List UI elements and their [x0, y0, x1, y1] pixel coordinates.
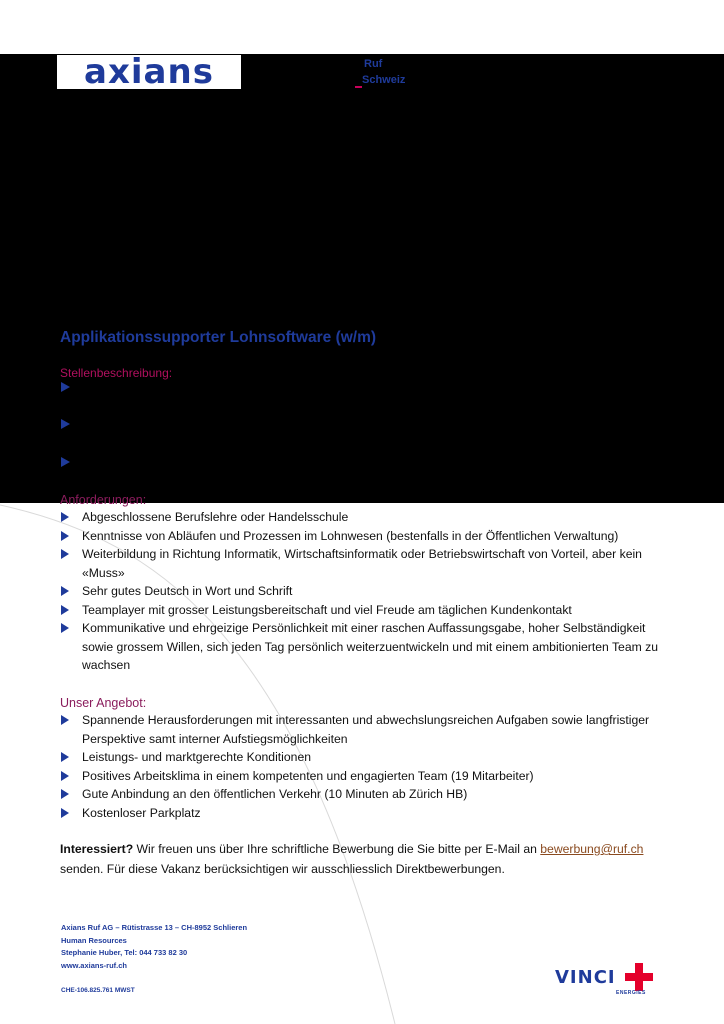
list-item: Spannende Herausforderungen mit interessanten und abwechslungsreichen Aufgaben sowie langfristiger Perspektive samt interner Aufstiegsmöglichkeiten: [60, 711, 660, 748]
footer-website[interactable]: www.axians-ruf.ch: [61, 960, 127, 970]
requirements-list: [60, 508, 660, 675]
requirements-heading: Anforderungen:: [60, 493, 147, 507]
bullet-arrow-icon: [61, 586, 69, 596]
list-item: Teamplayer mit grosser Leistungsbereitschaft und viel Freude am täglichen Kundenkontakt: [60, 601, 660, 620]
footer-address-block: [61, 922, 247, 972]
bullet-arrow-icon: [61, 623, 69, 633]
accent-dash: [355, 86, 362, 88]
bullet-arrow-icon: [61, 808, 69, 818]
footer-department: Human Resources: [61, 935, 127, 945]
bullet-arrow-icon: [61, 382, 70, 392]
bullet-arrow-icon: [61, 771, 69, 781]
vinci-energies-label: ENERGIES: [616, 990, 646, 996]
offer-list: [60, 711, 660, 822]
ruf-label: Ruf: [364, 58, 383, 70]
footer-address: Axians Ruf AG – Rütistrasse 13 – CH-8952 Schlieren: [61, 923, 248, 932]
bullet-arrow-icon: [61, 531, 69, 541]
vinci-cross-icon: [625, 963, 655, 993]
list-item: Kostenloser Parkplatz: [60, 804, 660, 823]
list-item: Kommunikative und ehrgeizige Persönlichkeit mit einer raschen Auffassungsgabe, hoher Selbständigkeit sowie grossem Willen, sich jeden Tag persönlich weiterzuentwickeln und mit einem ambitionierten Team zu wachsen: [60, 619, 660, 675]
list-item: Gute Anbindung an den öffentlichen Verkehr (10 Minuten ab Zürich HB): [60, 785, 660, 804]
list-item: Kenntnisse von Abläufen und Prozessen im Lohnwesen (bestenfalls in der Öffentlichen Verwaltung): [60, 527, 660, 546]
schweiz-label: Schweiz: [362, 74, 406, 86]
footer-vat: CHE-106.825.761 MWST: [61, 987, 135, 994]
list-item: Positives Arbeitsklima in einem kompetenten und engagierten Team (19 Mitarbeiter): [60, 767, 660, 786]
bullet-arrow-icon: [61, 512, 69, 522]
bullet-arrow-icon: [61, 549, 69, 559]
list-item: Abgeschlossene Berufslehre oder Handelsschule: [60, 508, 660, 527]
bullet-arrow-icon: [61, 715, 69, 725]
axians-logo-text: axians: [84, 52, 214, 92]
axians-logo: [57, 52, 241, 92]
bullet-arrow-icon: [61, 789, 69, 799]
list-item: Weiterbildung in Richtung Informatik, Wirtschaftsinformatik oder Betriebswirtschaft von Vorteil, aber kein «Muss»: [60, 545, 660, 582]
list-item: Sehr gutes Deutsch in Wort und Schrift: [60, 582, 660, 601]
redacted-black-block: [0, 54, 724, 503]
contact-paragraph: [60, 839, 660, 879]
footer-person: Stephanie Huber, Tel: 044 733 82 30: [61, 948, 188, 957]
contact-lead: Interessiert?: [60, 842, 134, 856]
list-item: Leistungs- und marktgerechte Konditionen: [60, 748, 660, 767]
bullet-arrow-icon: [61, 752, 69, 762]
email-link[interactable]: bewerbung@ruf.ch: [540, 842, 644, 856]
vinci-logo-text: VINCI: [555, 967, 616, 988]
bullet-arrow-icon: [61, 457, 70, 467]
contact-text-after: senden. Für diese Vakanz berücksichtigen wir ausschliesslich Direktbewerbungen.: [60, 862, 505, 876]
description-heading: Stellenbeschreibung:: [60, 366, 173, 380]
contact-text: Wir freuen uns über Ihre schriftliche Bewerbung die Sie bitte per E-Mail an: [133, 842, 541, 856]
offer-heading: Unser Angebot:: [60, 696, 147, 710]
bullet-arrow-icon: [61, 419, 70, 429]
bullet-arrow-icon: [61, 605, 69, 615]
job-title: Applikationssupporter Lohnsoftware (w/m): [60, 329, 377, 346]
vinci-energies-logo: [555, 967, 616, 988]
